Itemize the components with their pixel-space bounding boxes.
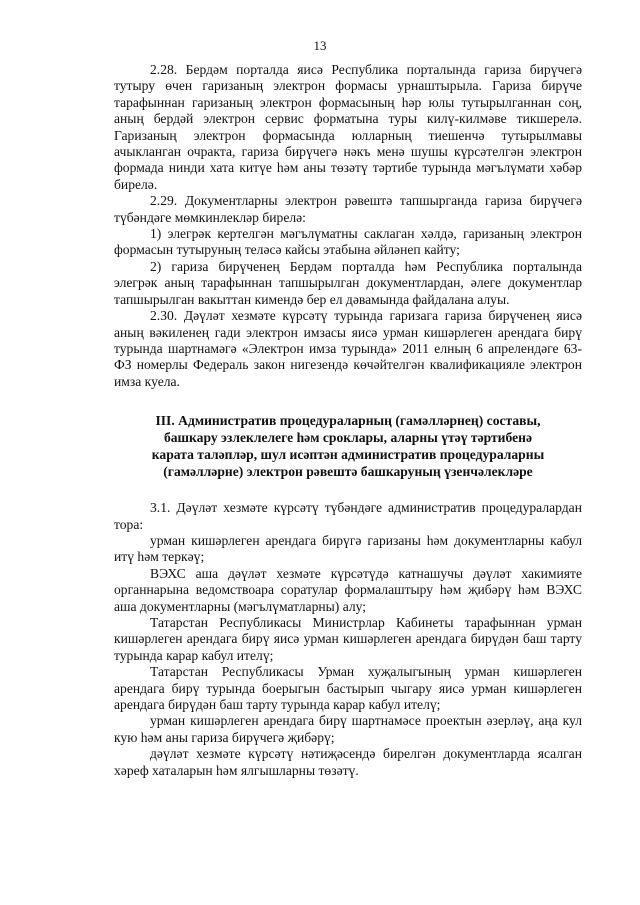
procedure-item-4: Татарстан Республикасы Урман хуҗалыгының урман кишәрлеген арендага бирү турында боерыгын бастырып чыгару яисә урман кишәрлеген арендага бирүдән баш тарту турында карар кабул ителү; xyxy=(114,664,582,712)
section-heading-line: карата таләпләр, шул исәптән административ процедураларны xyxy=(151,447,545,463)
procedure-item-2: ВЭХС аша дәүләт хезмәте күрсәтүдә катнашучы дәүләт хакимияте органнарына ведомствоара соратулар формалаштыру һәм җибәрү һәм ВЭХС аша документларны (мәгълүматларны) алу; xyxy=(114,565,582,614)
procedure-item-1: урман кишәрлеген арендага бирүгә гаризаны һәм документларны кабул итү һәм теркәү; xyxy=(114,532,582,565)
section-heading-line: III. Административ процедураларның (гамәлләрнең) составы, xyxy=(155,413,541,429)
page-number: 13 xyxy=(313,38,327,53)
section-heading-iii xyxy=(122,412,574,480)
section-heading-line: башкару эзлеклелеге һәм сроклары, аларны үтәү тәртибенә xyxy=(163,430,533,446)
procedure-item-3: Татарстан Республикасы Министрлар Кабинеты тарафыннан урман кишәрлеген арендага бирү яисә урман кишәрлеген арендага бирүдән баш тарту турында карар кабул ителү; xyxy=(114,614,582,663)
section-heading-line: (гамәлләрне) электрон рәвештә башкаруның үзенчәлекләре xyxy=(163,464,533,480)
paragraph-2-30: 2.30. Дәүләт хезмәте күрсәтү турында гаризага гариза бирүченең яисә аның вәкиленең гади электрон имзасы яисә урман кишәрлеген арендага бирү турында шартнамәгә «Электрон имза турында» 2011 елның 6 апрелендәге 63-ФЗ номерлы Федераль закон нигезендә көчәйтелгән квалификацияле электрон имза куела. xyxy=(114,308,582,389)
procedure-item-5: урман кишәрлеген арендага бирү шартнамәсе проектын әзерләү, аңа кул кую һәм аны гариза бирүчегә җибәрү; xyxy=(114,713,582,745)
procedure-item-6: дәүләт хезмәте күрсәтү нәтиҗәсендә бирелгән документларда ясалган хәреф хаталарын һәм ялгышларны төзәтү. xyxy=(114,746,582,778)
paragraph-2-28: 2.28. Бердәм порталда яисә Республика порталында гариза бирүчегә тутыру өчен гаризаның электрон формасы урнаштырыла. Гариза бирүче тарафыннан гаризаның электрон формасының һәр юлы тутырылганнан соң, аның бердәй электрон сервис форматына туры килү-килмәве тикшерелә. Гаризаның электрон формасында юлларның тиешенчә тутырылмавы ачыкланган очракта, гариза бирүчегә нәкъ менә шушы күрсәтелгән электрон формада нинди хата китүе һәм аны төзәтү тәртибе турында мәгълүмати хәбәр бирелә. xyxy=(114,62,582,192)
paragraph-2-29-item-2: 2) гариза бирүченең Бердәм порталда һәм Республика порталында элегрәк аның тарафыннан тапшырылган документлардан, әлеге документлар тапшырылган вакыттан кимендә бер ел дәвамында файдалана алуы. xyxy=(114,258,582,307)
document-body xyxy=(114,62,582,779)
paragraph-2-29: 2.29. Документларны электрон рәвештә тапшырганда гариза бирүчегә түбәндәге мөмкинлекләр бирелә: xyxy=(114,193,582,225)
paragraph-2-29-item-1: 1) элегрәк кертелгән мәгълүматны саклаган хәлдә, гаризаның электрон формасын тутыруның теләсә кайсы этабына әйләнеп кайту; xyxy=(114,226,582,258)
paragraph-3-1: 3.1. Дәүләт хезмәте күрсәтү түбәндәге административ процедуралардан тора: xyxy=(114,500,582,532)
